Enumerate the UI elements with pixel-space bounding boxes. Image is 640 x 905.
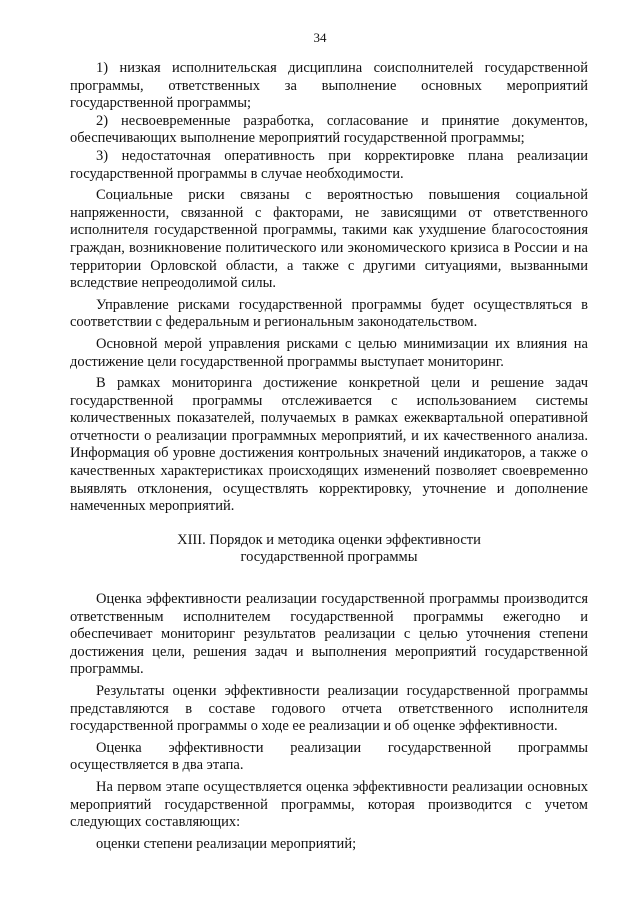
social-risks-paragraph: Социальные риски связаны с вероятностью повышения социальной напряженности, связанной с факторами, не зависящими от ответственного исполнителя государственной программы, такими как ухудшение благосостояния граждан, возникновение политического или экономического кризиса в России и на территории Орловской области, а также с другими ситуациями, вызванными вследствие непреодолимой силы. bbox=[70, 187, 588, 292]
page-number: 34 bbox=[313, 30, 327, 45]
risk-item-1: 1) низкая исполнительская дисциплина соисполнителей государственной программы, ответственных за выполнение основных мероприятий государственной программы; bbox=[70, 60, 588, 112]
section-heading-line-1: XIII. Порядок и методика оценки эффективности bbox=[177, 531, 481, 548]
risk-item-2: 2) несвоевременные разработка, согласование и принятие документов, обеспечивающих выполнение мероприятий государственной программы; bbox=[70, 112, 588, 147]
results-paragraph: Результаты оценки эффективности реализации государственной программы представляются в составе годового отчета ответственного исполнителя государственной программы о ходе ее реализации и об оценке эффективности. bbox=[70, 683, 588, 735]
section-heading-line-2: государственной программы bbox=[240, 549, 418, 566]
risk-management-paragraph: Управление рисками государственной программы будет осуществляться в соответствии с федеральным и региональным законодательством. bbox=[70, 296, 588, 331]
evaluation-paragraph: Оценка эффективности реализации государственной программы производится ответственным исполнителем государственной программы ежегодно и обеспечивает мониторинг результатов реализации с целью уточнения степени достижения цели, решения задач и выполнения мероприятий государственной программы. bbox=[70, 591, 588, 678]
component-item-1: оценки степени реализации мероприятий; bbox=[96, 835, 357, 852]
document-body bbox=[70, 60, 588, 853]
first-stage-paragraph: На первом этапе осуществляется оценка эффективности реализации основных мероприятий государственной программы, которая производится с учетом следующих составляющих: bbox=[70, 778, 588, 831]
risk-item-3: 3) недостаточная оперативность при корректировке плана реализации государственной программы в случае необходимости. bbox=[70, 147, 588, 182]
monitoring-details-paragraph: В рамках мониторинга достижение конкретной цели и решение задач государственной программы отслеживается с использованием системы количественных показателей, получаемых в рамках ежеквартальной оперативной отчетности о реализации программных мероприятий, и их качественного анализа. Информация об уровне достижения контрольных значений индикаторов, а также о качественных характеристиках происходящих изменений позволяет своевременно выявлять отклонения, осуществлять корректировку, уточнение и дополнение намеченных мероприятий. bbox=[70, 375, 588, 515]
two-stages-paragraph: Оценка эффективности реализации государственной программы осуществляется в два этапа. bbox=[70, 739, 588, 774]
section-heading bbox=[70, 532, 588, 567]
monitoring-measure-paragraph: Основной мерой управления рисками с целью минимизации их влияния на достижение цели государственной программы выступает мониторинг. bbox=[70, 335, 588, 370]
